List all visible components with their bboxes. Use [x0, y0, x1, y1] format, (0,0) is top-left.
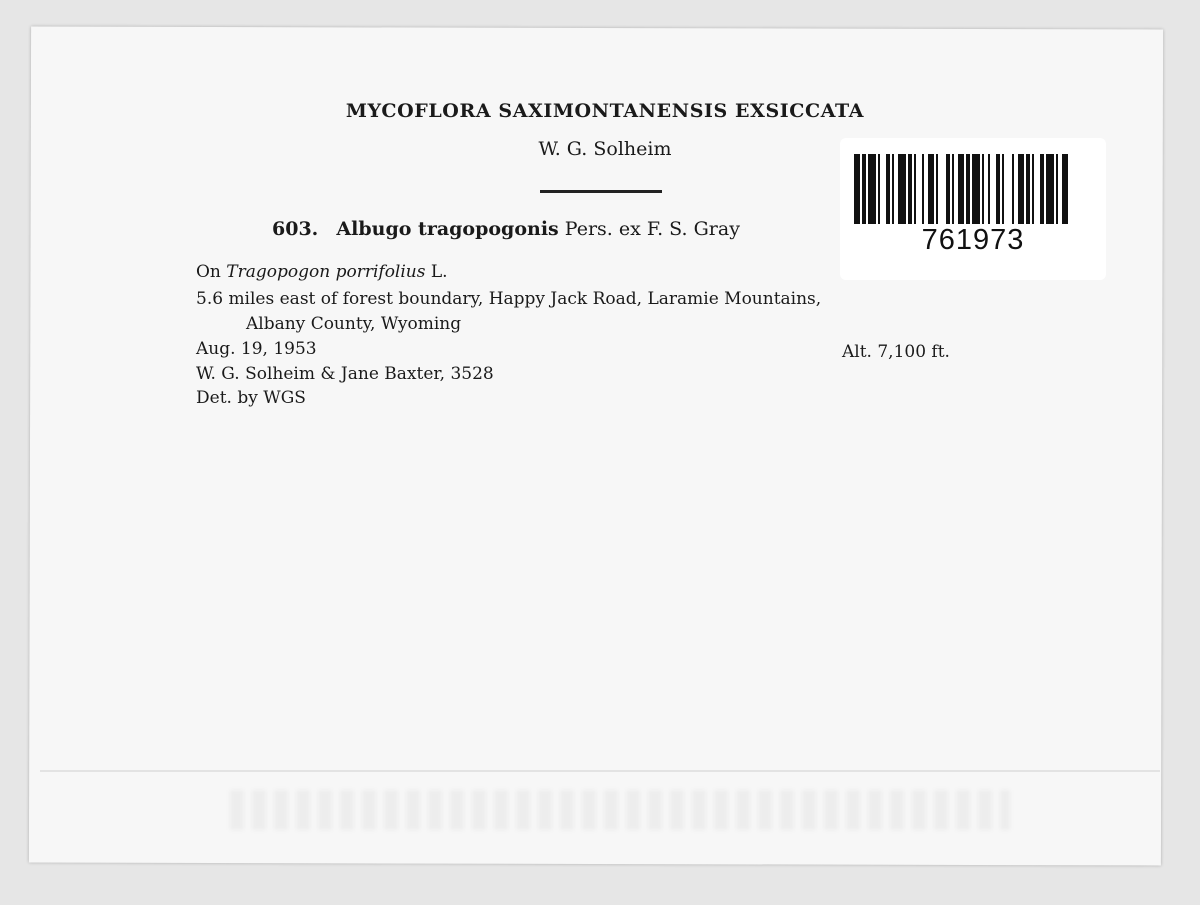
collectors: W. G. Solheim & Jane Baxter, 3528	[196, 364, 494, 384]
locality-line-1: 5.6 miles east of forest boundary, Happy Jack Road, Laramie Mountains,	[196, 289, 822, 309]
altitude: Alt. 7,100 ft.	[842, 342, 950, 362]
barcode-number: 761973	[921, 224, 1025, 256]
card-fold-line	[40, 770, 1160, 772]
exsiccata-entry	[272, 218, 740, 240]
series-author: W. G. Solheim	[538, 138, 672, 160]
divider-rule	[540, 190, 662, 193]
host-prefix: On	[196, 262, 221, 282]
barcode-label	[840, 138, 1106, 280]
entry-number: 603.	[272, 218, 319, 240]
species-authority: Pers. ex F. S. Gray	[564, 218, 740, 240]
locality-line-2: Albany County, Wyoming	[246, 314, 462, 334]
species-name: Albugo tragopogonis	[336, 218, 559, 240]
barcode-icon	[854, 154, 1090, 224]
series-title: MYCOFLORA SAXIMONTANENSIS EXSICCATA	[345, 100, 865, 122]
collection-date: Aug. 19, 1953	[196, 339, 317, 359]
host-name: Tragopogon porrifolius	[226, 262, 426, 282]
host-suffix: L.	[430, 262, 448, 282]
show-through-text	[230, 790, 1010, 830]
host-line	[196, 262, 448, 282]
determiner: Det. by WGS	[196, 388, 306, 408]
